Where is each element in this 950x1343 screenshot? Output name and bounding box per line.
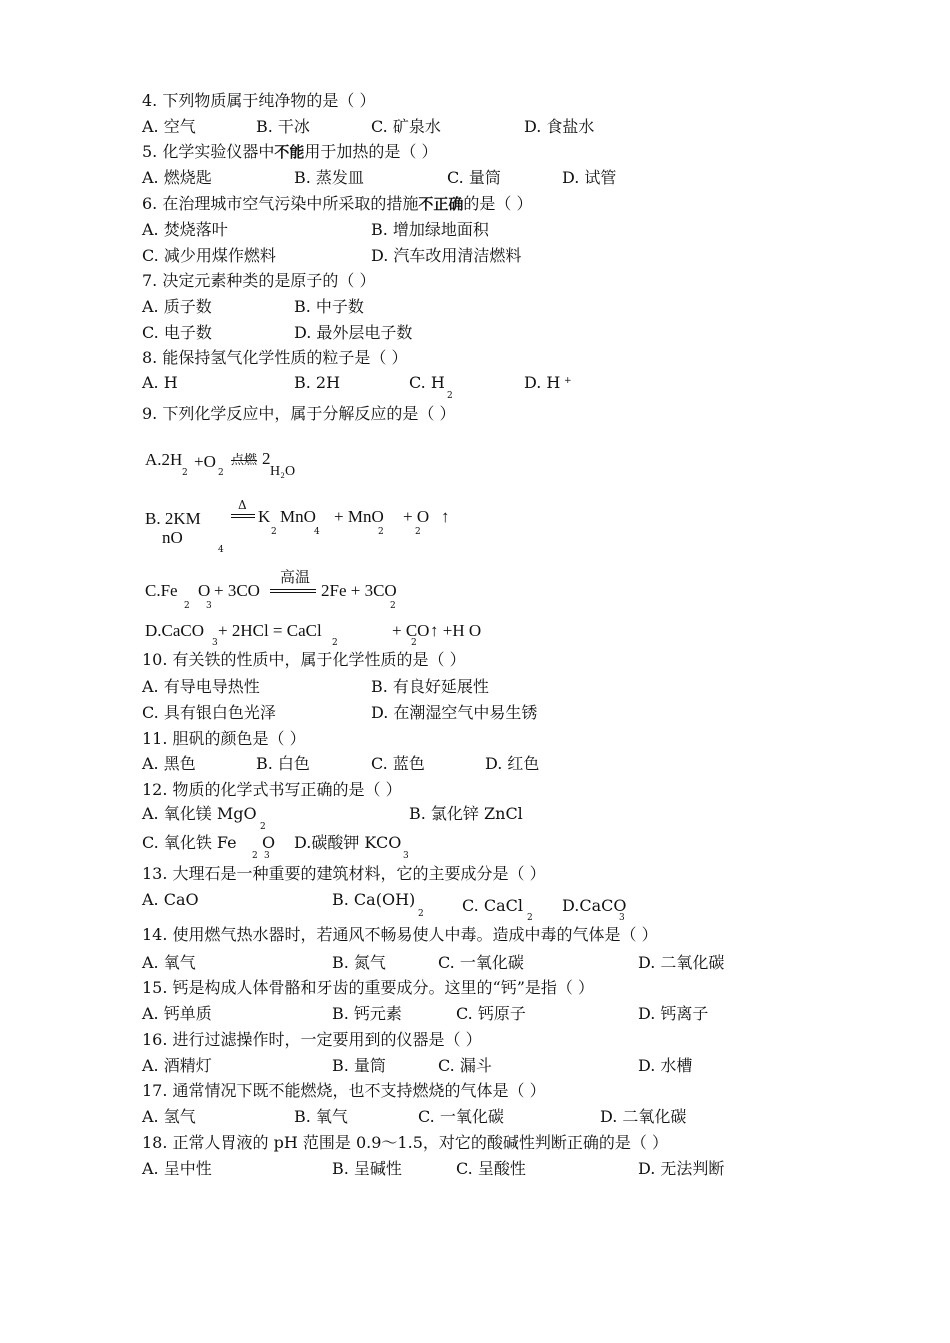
q9-d-part1: D.CaCO <box>145 621 205 640</box>
q9-c-sub2: 3 <box>206 601 212 611</box>
q13-stem: 13. 大理石是一种重要的建筑材料，它的主要成分是（ ） <box>142 864 546 883</box>
q14-option-b: B. 氮气 <box>332 953 386 972</box>
q16-stem: 16. 进行过滤操作时，一定要用到的仪器是（ ） <box>142 1030 482 1049</box>
q13-option-b: B. Ca(OH) <box>332 890 416 909</box>
q6-option-d: D. 汽车改用清洁燃料 <box>371 246 522 265</box>
q9-a-sub2: 2 <box>218 468 224 478</box>
q18-option-d: D. 无法判断 <box>638 1159 725 1178</box>
q4-stem: 4. 下列物质属于纯净物的是（ ） <box>142 91 376 110</box>
q5-stem-emphasis: 不能 <box>274 143 305 161</box>
q5-stem <box>142 142 437 162</box>
q11-stem: 11. 胆矾的颜色是（ ） <box>142 729 306 748</box>
q9-d-sub2: 2 <box>332 638 338 648</box>
q12-option-d: D.碳酸钾 KCO <box>294 833 402 852</box>
q9-a-part4: H₂O <box>270 464 296 479</box>
q18-option-b: B. 呈碱性 <box>332 1159 402 1178</box>
q12-option-a-subscript: 2 <box>260 822 266 832</box>
q16-option-d: D. 水槽 <box>638 1056 693 1075</box>
q17-option-b: B. 氧气 <box>294 1107 348 1126</box>
q9-b-sub3: 4 <box>314 527 320 537</box>
q10-option-a: A. 有导电导热性 <box>142 677 260 696</box>
q9-b-sub1: 4 <box>218 545 224 555</box>
q9-a-condition: 点燃 <box>231 453 258 468</box>
q9-c-equal-sign <box>270 589 316 593</box>
q9-c-part4: 2Fe + 3CO <box>321 581 397 600</box>
q6-stem-pre: 6. 在治理城市空气污染中所采取的措施 <box>142 194 419 213</box>
q13-option-a: A. CaO <box>142 890 199 909</box>
q9-c-sub1: 2 <box>184 601 190 611</box>
q9-b-part1: B. 2KM <box>145 509 201 528</box>
q16-option-c: C. 漏斗 <box>438 1056 492 1075</box>
q16-option-a: A. 酒精灯 <box>142 1056 212 1075</box>
q5-option-d: D. 试管 <box>562 168 617 187</box>
q14-option-c: C. 一氧化碳 <box>438 953 524 972</box>
q4-option-b: B. 干冰 <box>256 117 310 136</box>
q7-option-a: A. 质子数 <box>142 297 212 316</box>
q6-stem-post: 的是（ ） <box>463 194 533 213</box>
q18-option-a: A. 呈中性 <box>142 1159 212 1178</box>
q9-c-part3: + 3CO <box>214 581 260 600</box>
q8-option-d: D. H <box>524 373 561 392</box>
q15-option-c: C. 钙原子 <box>456 1004 526 1023</box>
q13-option-d-subscript: 3 <box>619 913 625 923</box>
q8-option-c: C. H <box>409 373 445 392</box>
q9-b-sub2: 2 <box>271 527 277 537</box>
q11-option-c: C. 蓝色 <box>371 754 425 773</box>
q12-option-c-oxygen: O <box>262 833 276 852</box>
q7-option-b: B. 中子数 <box>294 297 364 316</box>
q6-option-a: A. 焚烧落叶 <box>142 220 228 239</box>
q4-option-d: D. 食盐水 <box>524 117 595 136</box>
q17-option-c: C. 一氧化碳 <box>418 1107 504 1126</box>
q9-b-part6: ↑ <box>441 507 450 526</box>
q18-option-c: C. 呈酸性 <box>456 1159 526 1178</box>
q8-stem: 8. 能保持氢气化学性质的粒子是（ ） <box>142 348 408 367</box>
q9-b-part4: + MnO <box>334 507 384 526</box>
q6-stem <box>142 194 532 214</box>
q12-option-a: A. 氧化镁 MgO <box>142 804 257 823</box>
q9-b-sub5: 2 <box>415 527 421 537</box>
q7-option-c: C. 电子数 <box>142 323 212 342</box>
q9-c-condition: 高温 <box>280 568 311 586</box>
q6-stem-emphasis: 不正确 <box>418 195 464 213</box>
q13-option-d: D.CaCO <box>562 896 627 915</box>
q17-stem: 17. 通常情况下既不能燃烧，也不支持燃烧的气体是（ ） <box>142 1081 546 1100</box>
q9-a-part2: +O <box>194 452 216 471</box>
q10-option-c: C. 具有银白色光泽 <box>142 703 276 722</box>
q9-a-sub1: 2 <box>182 468 188 478</box>
q9-stem: 9. 下列化学反应中，属于分解反应的是（ ） <box>142 404 456 423</box>
q9-c-sub4: 2 <box>390 601 396 611</box>
q6-option-b: B. 增加绿地面积 <box>371 220 489 239</box>
q17-option-a: A. 氢气 <box>142 1107 196 1126</box>
q6-option-c: C. 减少用煤作燃料 <box>142 246 276 265</box>
q14-option-a: A. 氧气 <box>142 953 196 972</box>
q14-option-d: D. 二氧化碳 <box>638 953 725 972</box>
q9-b-condition: Δ <box>238 498 247 512</box>
q12-option-c: C. 氧化铁 Fe <box>142 833 237 852</box>
q8-option-d-superscript: + <box>564 376 572 386</box>
q17-option-d: D. 二氧化碳 <box>600 1107 687 1126</box>
q9-d-sub1: 3 <box>212 638 218 648</box>
q11-option-a: A. 黑色 <box>142 754 196 773</box>
q9-b-sub4: 2 <box>378 527 384 537</box>
q13-option-c: C. CaCl <box>462 896 523 915</box>
q12-option-d-subscript: 3 <box>403 851 409 861</box>
q9-d-part2: + 2HCl = CaCl <box>218 621 322 640</box>
q13-option-b-subscript: 2 <box>418 909 424 919</box>
q8-option-b: B. 2H <box>294 373 341 392</box>
q15-stem: 15. 钙是构成人体骨骼和牙齿的重要成分。这里的“钙”是指（ ） <box>142 978 594 997</box>
q9-d-part3: + CO <box>392 621 430 640</box>
q9-c-part1: C.Fe <box>145 581 178 600</box>
q10-stem: 10. 有关铁的性质中，属于化学性质的是（ ） <box>142 650 466 669</box>
q16-option-b: B. 量筒 <box>332 1056 386 1075</box>
q8-option-c-subscript: 2 <box>447 391 453 401</box>
q8-option-a: A. H <box>142 373 178 392</box>
q9-a-part1: A.2H <box>145 450 183 469</box>
q9-b-part3: MnO <box>280 507 316 526</box>
q11-option-d: D. 红色 <box>485 754 540 773</box>
q12-option-c-subscript1: 2 <box>252 851 258 861</box>
q12-option-c-subscript2: 3 <box>264 851 270 861</box>
q15-option-d: D. 钙离子 <box>638 1004 709 1023</box>
q4-option-a: A. 空气 <box>142 117 196 136</box>
q13-option-c-subscript: 2 <box>527 913 533 923</box>
q4-option-c: C. 矿泉水 <box>371 117 441 136</box>
q9-a-part3: 2 <box>262 449 271 468</box>
q9-c-part2: O <box>198 581 211 600</box>
q15-option-a: A. 钙单质 <box>142 1004 212 1023</box>
q11-option-b: B. 白色 <box>256 754 310 773</box>
q9-b-part1b: nO <box>162 528 183 547</box>
q5-stem-post: 用于加热的是（ ） <box>304 142 438 161</box>
q10-option-d: D. 在潮湿空气中易生锈 <box>371 703 538 722</box>
q9-b-equal-sign <box>231 514 255 518</box>
q12-option-b: B. 氯化锌 ZnCl <box>409 804 523 823</box>
q7-option-d: D. 最外层电子数 <box>294 323 413 342</box>
q5-option-a: A. 燃烧匙 <box>142 168 212 187</box>
q5-stem-pre: 5. 化学实验仪器中 <box>142 142 275 161</box>
q15-option-b: B. 钙元素 <box>332 1004 402 1023</box>
q9-d-part4: ↑ +H O <box>430 621 482 640</box>
q12-stem: 12. 物质的化学式书写正确的是（ ） <box>142 780 402 799</box>
q9-d-sub3: 2 <box>411 638 417 648</box>
q5-option-c: C. 量筒 <box>447 168 501 187</box>
q9-b-part5: + O <box>403 507 430 526</box>
q9-b-part2: K <box>258 507 271 526</box>
q5-option-b: B. 蒸发皿 <box>294 168 364 187</box>
q18-stem: 18. 正常人胃液的 pH 范围是 0.9～1.5，对它的酸碱性判断正确的是（ ） <box>142 1133 668 1152</box>
q7-stem: 7. 决定元素种类的是原子的（ ） <box>142 271 376 290</box>
q14-stem: 14. 使用燃气热水器时，若通风不畅易使人中毒。造成中毒的气体是（ ） <box>142 925 658 944</box>
q10-option-b: B. 有良好延展性 <box>371 677 489 696</box>
